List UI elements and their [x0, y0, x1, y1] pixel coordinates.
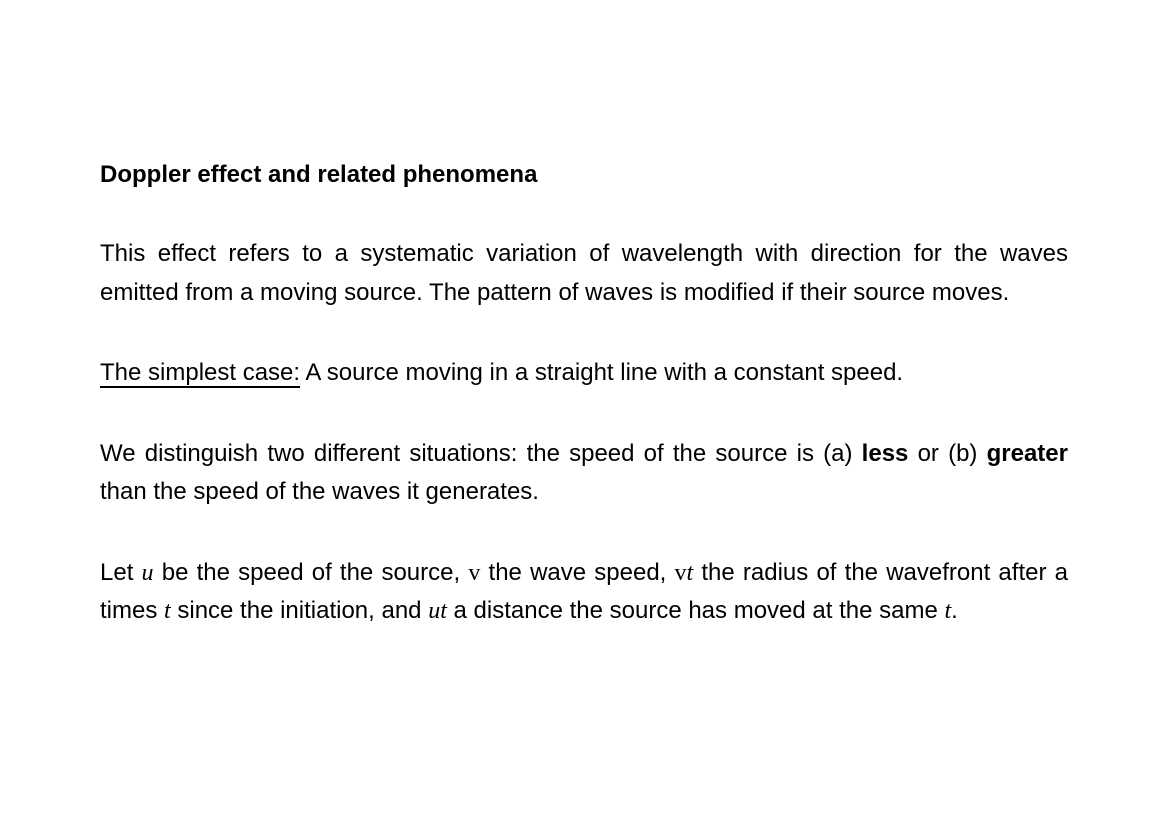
def-text-3: the wave speed,	[480, 558, 675, 586]
simplest-case-paragraph	[100, 354, 1068, 393]
situations-text-middle: or (b)	[908, 439, 987, 467]
def-text-2: be the speed of the source,	[153, 558, 469, 586]
def-text-5: since the initiation, and	[170, 597, 429, 624]
simplest-case-label: The simplest case:	[100, 359, 301, 386]
def-text-6: a distance the source has moved at the same	[446, 597, 945, 624]
definitions-paragraph	[100, 554, 1068, 631]
symbol-vt-t: t	[686, 559, 694, 586]
simplest-case-text: A source moving in a straight line with a constant speed.	[300, 359, 904, 386]
greater-emphasis: greater	[986, 439, 1068, 467]
symbol-ut: ut	[428, 598, 447, 624]
intro-paragraph: This effect refers to a systematic variation of wavelength with direction for the waves emitted from a moving source. The pattern of waves is modified if their source moves.	[100, 240, 1068, 306]
def-text-7: .	[951, 597, 958, 624]
symbol-t: t	[164, 598, 171, 624]
symbol-u: u	[141, 559, 154, 586]
def-text-4: the radius of the wavefront after a times	[100, 558, 1068, 624]
def-text-1: Let	[100, 558, 142, 586]
symbol-t-end: t	[944, 598, 952, 624]
situations-text-before: We distinguish two different situations: the speed of the source is (a)	[100, 439, 862, 467]
situations-paragraph	[100, 435, 1068, 512]
slide-content	[100, 158, 1068, 631]
slide-title: Doppler effect and related phenomena	[100, 161, 538, 188]
symbol-vt-v: v	[674, 559, 687, 586]
symbol-v: v	[468, 559, 481, 586]
less-emphasis: less	[861, 439, 909, 467]
situations-text-after: than the speed of the waves it generates.	[100, 478, 539, 505]
